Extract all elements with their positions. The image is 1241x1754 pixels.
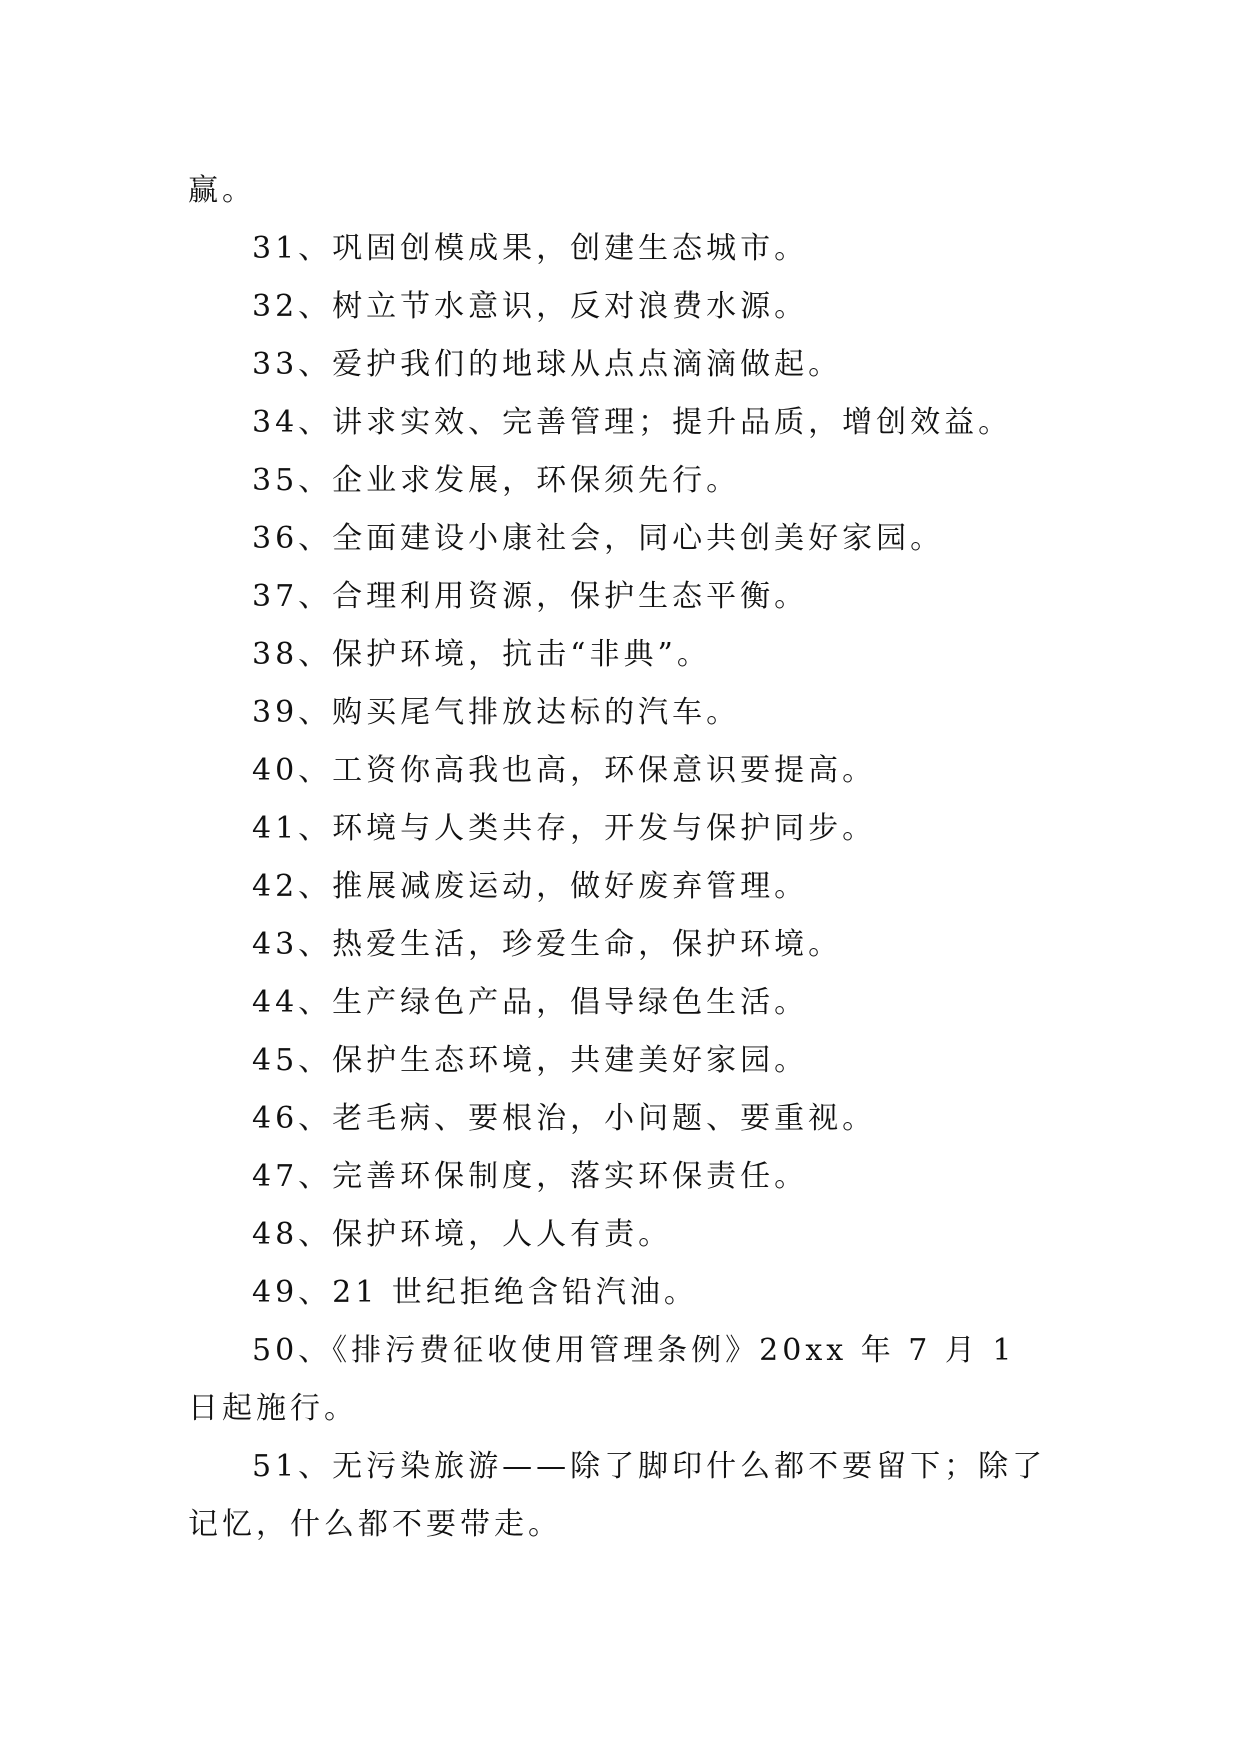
slogan-42: 42、推展减废运动，做好废弃管理。: [252, 869, 809, 904]
slogan-35: 35、企业求发展，环保须先行。: [252, 463, 741, 498]
slogan-45: 45、保护生态环境，共建美好家园。: [252, 1043, 809, 1078]
slogan-48: 48、保护环境，人人有责。: [252, 1217, 673, 1252]
paragraph-continuation: 赢。: [188, 173, 256, 208]
slogan-33: 33、爱护我们的地球从点点滴滴做起。: [252, 347, 843, 382]
slogan-50: 50、《排污费征收使用管理条例》20xx 年 7 月 1 日起施行。: [188, 1333, 1016, 1426]
slogan-43: 43、热爱生活，珍爱生命，保护环境。: [252, 927, 843, 962]
document-body: [188, 162, 1053, 1554]
slogan-39: 39、购买尾气排放达标的汽车。: [252, 695, 741, 730]
slogan-37: 37、合理利用资源，保护生态平衡。: [252, 579, 809, 614]
slogan-44: 44、生产绿色产品，倡导绿色生活。: [252, 985, 809, 1020]
slogan-46: 46、老毛病、要根治，小问题、要重视。: [252, 1101, 877, 1136]
slogan-49: 49、21 世纪拒绝含铅汽油。: [252, 1275, 698, 1310]
slogan-34: 34、讲求实效、完善管理；提升品质，增创效益。: [252, 405, 1013, 440]
slogan-47: 47、完善环保制度，落实环保责任。: [252, 1159, 809, 1194]
slogan-51: 51、无污染旅游——除了脚印什么都不要留下；除了记忆，什么都不要带走。: [188, 1449, 1047, 1542]
slogan-32: 32、树立节水意识，反对浪费水源。: [252, 289, 809, 324]
slogan-40: 40、工资你高我也高，环保意识要提高。: [252, 753, 877, 788]
slogan-38: 38、保护环境，抗击“非典”。: [252, 637, 711, 672]
slogan-41: 41、环境与人类共存，开发与保护同步。: [252, 811, 877, 846]
slogan-36: 36、全面建设小康社会，同心共创美好家园。: [252, 521, 945, 556]
slogan-31: 31、巩固创模成果，创建生态城市。: [252, 231, 809, 266]
